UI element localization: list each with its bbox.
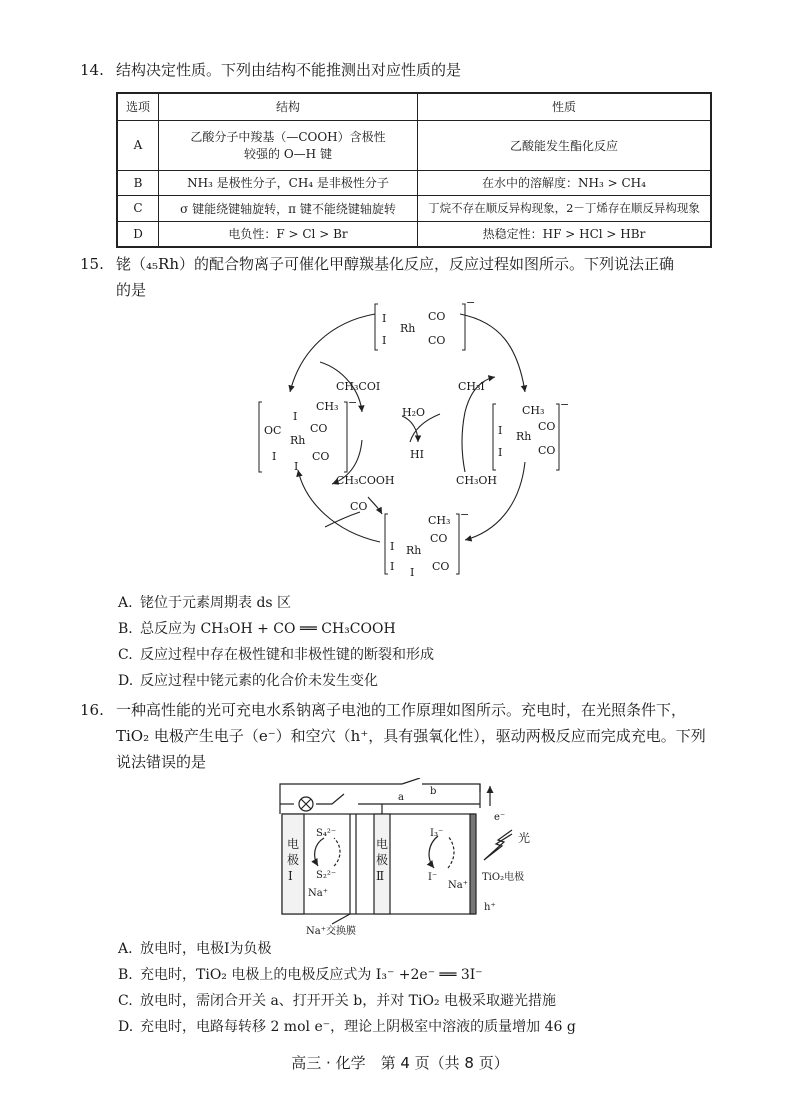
reagent-h2o: H₂O [402,406,426,419]
question-stem: 结构决定性质。下列由结构不能推测出对应性质的是 [116,61,462,79]
option-label: D. [118,673,134,689]
ligand-co: CO [428,334,446,347]
rh-center: Rh [400,322,416,335]
question-stem-line-2: TiO₂ 电极产生电子（e⁻）和空穴（h⁺，具有强氧化性），驱动两极反应而完成充电。下列 [116,727,706,745]
row-option: D [117,221,159,247]
table-row [117,195,711,221]
electrode-ii-label: 电 [376,837,389,851]
structure-line-1: 乙酸分子中羧基（—COOH）含极性 [190,130,386,144]
row-option: A [117,120,159,170]
ligand-co: CO [312,450,330,463]
rh-complex-right [493,398,569,470]
rh-complex-bottom [385,508,469,579]
ligand-co: CO [310,422,328,435]
q15-option-a [118,592,291,612]
charge: − [560,398,570,411]
page-footer: 高三 · 化学 第 4 页（共 8 页） [291,1054,509,1072]
rh-center: Rh [516,430,532,443]
switch-a-label-2: a [346,792,352,803]
rh-center: Rh [290,434,306,447]
rh-complex-left [259,396,357,473]
na-label: Na⁺ [448,880,468,891]
battery-diagram [272,778,562,936]
option-label: D. [118,1019,134,1035]
charge: − [460,508,470,521]
electron-label: e⁻ [494,812,506,823]
catalytic-cycle-diagram [250,292,570,582]
ligand-co: CO [538,444,556,457]
option-label: A. [118,941,133,957]
q15-option-d [118,670,378,690]
ligand-ch3: CH₃ [428,514,451,527]
electrode-i-label: 电 [287,837,300,851]
i-label: I⁻ [428,872,438,883]
ligand-i: I [390,540,395,553]
ligand-i: I [293,410,298,423]
reagents [336,380,497,513]
hole-label: h⁺ [484,902,496,913]
light-label: 光 [518,831,531,845]
row-structure: σ 键能绕键轴旋转，π 键不能绕键轴旋转 [159,195,418,221]
tio2-label: TiO₂电极 [482,872,525,883]
ligand-i: I [294,460,299,473]
ligand-i: I [382,334,387,347]
option-text: 充电时，电路每转移 2 mol e⁻，理论上阴极室中溶液的质量增加 46 g [140,1019,576,1035]
q15-option-c [118,644,434,664]
option-text: 铑位于元素周期表 ds 区 [140,595,292,611]
electrode-i-label: 极 [287,853,300,867]
na-label: Na⁺ [308,888,328,899]
ligand-ch3: CH₃ [522,404,545,417]
reagent-ch3i: CH₃I [458,380,485,393]
table-row [117,221,711,247]
i3-label: I₃⁻ [430,828,444,839]
reagent-co: CO [350,500,368,513]
option-text: 放电时，电极Ⅰ为负极 [140,941,272,957]
question-stem-line-2: 的是 [116,281,147,299]
header-option: 选项 [117,93,159,120]
q16-option-b [118,964,483,984]
question-stem-line-1: 一种高性能的光可充电水系钠离子电池的工作原理如图所示。充电时，在光照条件下， [116,701,687,719]
electrode-ii-label: 极 [376,853,389,867]
question-stem-line-3: 说法错误的是 [116,753,207,771]
option-text: 反应过程中存在极性键和非极性键的断裂和形成 [140,647,434,663]
ligand-i: I [390,560,395,573]
ligand-ch3: CH₃ [316,400,339,413]
row-structure: 电负性：F > Cl > Br [159,221,418,247]
rh-center: Rh [406,544,422,557]
switch-b-label: b [430,786,437,797]
option-text: 放电时，需闭合开关 a、打开开关 b，并对 TiO₂ 电极采取避光措施 [140,993,557,1009]
charge: − [466,296,476,309]
option-label: C. [118,993,133,1009]
option-label: C. [118,647,133,663]
header-property: 性质 [418,93,712,120]
option-text: 充电时，TiO₂ 电极上的电极反应式为 I₃⁻ +2e⁻ ══ 3I⁻ [140,967,483,983]
rh-complex-top [375,296,475,350]
table-row [117,120,711,170]
structure-line-2: 较强的 O—H 键 [244,147,332,161]
question-number: 15. [80,255,104,273]
row-option: C [117,195,159,221]
option-text: 总反应为 CH₃OH + CO ══ CH₃COOH [140,621,396,637]
reagent-hi: HI [410,448,424,461]
table-row [117,170,711,195]
electrode-i-label: Ⅰ [288,869,293,883]
row-property: 在水中的溶解度：NH₃ > CH₄ [418,170,712,195]
q16-option-d [118,1016,576,1036]
q16-option-c [118,990,556,1010]
q16-option-a [118,938,272,958]
question-number: 14. [80,61,104,79]
s4-label: S₄²⁻ [316,828,337,839]
option-label: A. [118,595,133,611]
option-label: B. [118,621,133,637]
row-property: 丁烷不存在顺反异构现象，2－丁烯存在顺反异构现象 [418,195,712,221]
question-stem-line-1: 铑（₄₅Rh）的配合物离子可催化甲醇羰基化反应，反应过程如图所示。下列说法正确 [116,255,674,273]
s2-label: S₂²⁻ [316,870,337,881]
ligand-co: CO [428,310,446,323]
ligand-i: I [272,450,277,463]
option-text: 反应过程中铑元素的化合价未发生变化 [140,673,378,689]
row-option: B [117,170,159,195]
row-property: 热稳定性：HF > HCl > HBr [418,221,712,247]
question-number: 16. [80,701,104,719]
reagent-ch3coi: CH₃COI [336,380,381,393]
ligand-co: CO [538,420,556,433]
reagent-ch3cooh: CH₃COOH [336,474,395,487]
ligand-i: I [410,566,415,579]
switch-a-label: a [398,792,404,803]
ligand-i: I [498,446,503,459]
membrane-label: Na⁺交换膜 [306,926,356,936]
ligand-i: I [382,312,387,325]
row-structure [159,120,418,170]
ligand-i: I [498,424,503,437]
row-structure: NH₃ 是极性分子，CH₄ 是非极性分子 [159,170,418,195]
electrode-ii-label: Ⅱ [376,869,385,883]
q15-option-b [118,618,396,638]
option-label: B. [118,967,133,983]
header-structure: 结构 [159,93,418,120]
ligand-co: CO [432,560,450,573]
q14-table [116,92,712,248]
ligand-oc: OC [264,424,282,437]
ligand-co: CO [430,532,448,545]
row-property: 乙酸能发生酯化反应 [418,120,712,170]
reagent-ch3oh: CH₃OH [456,474,498,487]
charge: − [348,396,358,409]
